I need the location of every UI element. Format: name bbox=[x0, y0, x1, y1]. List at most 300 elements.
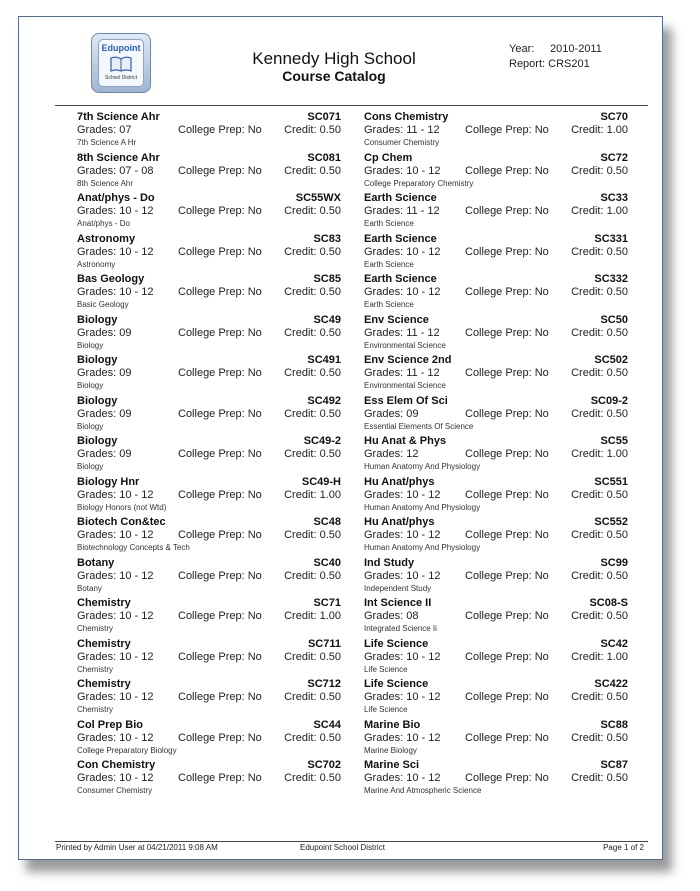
course-name: Ind Study bbox=[364, 556, 415, 569]
course-description: Life Science bbox=[364, 664, 408, 674]
credit-value: 0.50 bbox=[319, 650, 341, 663]
credit-value: 0.50 bbox=[319, 245, 341, 258]
grades-label: Grades: bbox=[364, 569, 404, 582]
course-entry bbox=[364, 273, 628, 314]
course-name: Marine Bio bbox=[364, 718, 421, 731]
course-code: SC88 bbox=[600, 718, 628, 731]
course-name: Biology bbox=[77, 394, 118, 407]
credit-value: 0.50 bbox=[606, 488, 628, 501]
course-description: Marine Biology bbox=[364, 745, 417, 755]
course-entry bbox=[77, 354, 341, 395]
course-description: Environmental Science bbox=[364, 381, 446, 390]
college-prep-value: No bbox=[534, 691, 549, 703]
credit-label: Credit: bbox=[571, 448, 604, 460]
course-code: SC83 bbox=[313, 232, 341, 245]
college-prep-value: No bbox=[534, 772, 549, 784]
header-divider bbox=[55, 105, 648, 106]
grades-label: Grades: bbox=[77, 205, 117, 217]
course-name: Hu Anat/phys bbox=[364, 516, 435, 528]
grades-value: 10 - 12 bbox=[119, 691, 154, 703]
grades-label: Grades: bbox=[364, 286, 404, 298]
course-code: SC42 bbox=[600, 637, 628, 650]
course-code: SC85 bbox=[313, 273, 341, 285]
course-code: SC551 bbox=[594, 475, 628, 488]
course-grades bbox=[364, 408, 418, 420]
college-prep-value: No bbox=[534, 164, 549, 177]
course-grades bbox=[364, 529, 440, 541]
grades-label: Grades: bbox=[77, 407, 117, 420]
course-name: Botany bbox=[77, 556, 115, 569]
course-college-prep bbox=[465, 570, 549, 582]
credit-value: 1.00 bbox=[606, 205, 628, 217]
college-prep-value: No bbox=[534, 731, 549, 744]
college-prep-value: No bbox=[247, 772, 262, 784]
college-prep-value: No bbox=[247, 488, 262, 501]
course-college-prep bbox=[465, 732, 549, 744]
course-credit bbox=[284, 651, 341, 663]
grades-label: Grades: bbox=[364, 731, 404, 744]
course-credit bbox=[571, 124, 628, 136]
course-name: Bas Geology bbox=[77, 273, 145, 285]
grades-value: 10 - 12 bbox=[119, 529, 154, 541]
course-college-prep bbox=[465, 367, 549, 379]
course-entry bbox=[77, 597, 341, 638]
course-college-prep bbox=[178, 570, 262, 582]
college-prep-label: College Prep: bbox=[178, 326, 245, 339]
course-grades bbox=[77, 772, 153, 784]
college-prep-value: No bbox=[534, 569, 549, 582]
course-name: Env Science bbox=[364, 313, 429, 326]
college-prep-label: College Prep: bbox=[465, 326, 532, 339]
college-prep-label: College Prep: bbox=[465, 650, 532, 663]
course-credit bbox=[571, 408, 628, 420]
course-name: Biology bbox=[77, 354, 118, 366]
college-prep-value: No bbox=[534, 245, 549, 258]
college-prep-value: No bbox=[534, 529, 549, 541]
college-prep-label: College Prep: bbox=[178, 245, 245, 258]
grades-label: Grades: bbox=[77, 650, 117, 663]
course-code: SC712 bbox=[307, 678, 341, 690]
course-college-prep bbox=[178, 327, 262, 339]
credit-label: Credit: bbox=[284, 124, 317, 136]
course-description: Biology bbox=[77, 381, 104, 390]
course-grades bbox=[364, 246, 440, 258]
grades-value: 10 - 12 bbox=[406, 245, 441, 258]
course-description: College Preparatory Biology bbox=[77, 745, 177, 755]
course-code: SC50 bbox=[600, 313, 628, 326]
course-credit bbox=[571, 489, 628, 501]
course-credit bbox=[571, 367, 628, 379]
college-prep-value: No bbox=[534, 610, 549, 622]
course-college-prep bbox=[178, 286, 262, 298]
course-credit bbox=[571, 610, 628, 622]
course-name: Cons Chemistry bbox=[364, 111, 449, 123]
course-grades bbox=[77, 489, 153, 501]
logo-wordmark: Edupoint bbox=[101, 43, 141, 53]
course-grades bbox=[77, 327, 131, 339]
credit-label: Credit: bbox=[284, 569, 317, 582]
grades-value: 10 - 12 bbox=[119, 731, 154, 744]
grades-label: Grades: bbox=[77, 529, 117, 541]
grades-label: Grades: bbox=[364, 124, 404, 136]
logo-subtitle: School District bbox=[105, 75, 137, 81]
course-credit bbox=[571, 651, 628, 663]
college-prep-label: College Prep: bbox=[178, 286, 245, 298]
course-code: SC491 bbox=[307, 354, 341, 366]
course-description: Essential Elements Of Science bbox=[364, 421, 474, 431]
grades-value: 10 - 12 bbox=[406, 569, 441, 582]
course-college-prep bbox=[178, 651, 262, 663]
course-entry bbox=[364, 192, 628, 233]
course-description: Chemistry bbox=[77, 664, 114, 674]
grades-value: 10 - 12 bbox=[406, 286, 441, 298]
grades-value: 09 bbox=[119, 407, 132, 420]
college-prep-value: No bbox=[534, 326, 549, 339]
course-description: Biology bbox=[77, 421, 104, 431]
credit-label: Credit: bbox=[571, 245, 604, 258]
college-prep-label: College Prep: bbox=[178, 164, 245, 177]
course-entry bbox=[77, 273, 341, 314]
credit-label: Credit: bbox=[284, 448, 317, 460]
credit-label: Credit: bbox=[571, 731, 604, 744]
course-entry bbox=[77, 435, 341, 476]
course-name: Biotech Con&tec bbox=[77, 516, 166, 528]
course-college-prep bbox=[465, 327, 549, 339]
course-description: Consumer Chemistry bbox=[364, 138, 440, 147]
course-college-prep bbox=[465, 205, 549, 217]
course-credit bbox=[284, 489, 341, 501]
course-code: SC49-2 bbox=[303, 435, 341, 447]
credit-value: 1.00 bbox=[319, 488, 341, 501]
course-grades bbox=[77, 570, 153, 582]
college-prep-label: College Prep: bbox=[465, 286, 532, 298]
credit-value: 0.50 bbox=[606, 326, 628, 339]
course-description: Biology bbox=[77, 462, 104, 471]
grades-value: 10 - 12 bbox=[406, 650, 441, 663]
course-code: SC332 bbox=[594, 273, 628, 285]
grades-label: Grades: bbox=[364, 488, 404, 501]
college-prep-label: College Prep: bbox=[178, 124, 245, 136]
college-prep-label: College Prep: bbox=[178, 772, 245, 784]
course-code: SC49 bbox=[313, 313, 341, 326]
college-prep-value: No bbox=[247, 367, 262, 379]
course-code: SC40 bbox=[313, 556, 341, 569]
college-prep-label: College Prep: bbox=[178, 407, 245, 420]
grades-value: 09 bbox=[119, 326, 132, 339]
course-description: College Preparatory Chemistry bbox=[364, 178, 474, 188]
footer-district: Edupoint School District bbox=[300, 843, 385, 852]
course-name: Chemistry bbox=[77, 597, 131, 609]
course-entry bbox=[364, 354, 628, 395]
credit-value: 0.50 bbox=[319, 691, 341, 703]
course-college-prep bbox=[178, 610, 262, 622]
college-prep-label: College Prep: bbox=[465, 407, 532, 420]
course-entry bbox=[364, 719, 628, 760]
grades-label: Grades: bbox=[364, 367, 404, 379]
course-college-prep bbox=[465, 651, 549, 663]
grades-label: Grades: bbox=[77, 731, 117, 744]
course-entry bbox=[77, 192, 341, 233]
college-prep-value: No bbox=[247, 286, 262, 298]
course-name: Hu Anat/phys bbox=[364, 475, 435, 488]
college-prep-value: No bbox=[534, 650, 549, 663]
grades-label: Grades: bbox=[364, 529, 404, 541]
course-name: Earth Science bbox=[364, 273, 437, 285]
college-prep-label: College Prep: bbox=[465, 569, 532, 582]
course-credit bbox=[284, 205, 341, 217]
course-grades bbox=[364, 205, 440, 217]
course-code: SC071 bbox=[307, 111, 341, 123]
course-code: SC422 bbox=[594, 678, 628, 690]
college-prep-value: No bbox=[247, 691, 262, 703]
college-prep-label: College Prep: bbox=[178, 205, 245, 217]
course-entry bbox=[77, 233, 341, 274]
course-grades bbox=[364, 489, 440, 501]
course-description: Human Anatomy And Physiology bbox=[364, 462, 481, 471]
course-entry bbox=[77, 638, 341, 679]
credit-label: Credit: bbox=[571, 610, 604, 622]
credit-value: 0.50 bbox=[319, 164, 341, 177]
course-credit bbox=[571, 327, 628, 339]
course-description: Biology bbox=[77, 340, 104, 350]
grades-label: Grades: bbox=[77, 691, 117, 703]
course-college-prep bbox=[178, 489, 262, 501]
credit-label: Credit: bbox=[571, 407, 604, 420]
credit-value: 0.50 bbox=[319, 124, 341, 136]
credit-label: Credit: bbox=[284, 691, 317, 703]
course-name: 8th Science Ahr bbox=[77, 151, 160, 164]
grades-value: 10 - 12 bbox=[119, 245, 154, 258]
college-prep-label: College Prep: bbox=[465, 245, 532, 258]
course-entry bbox=[364, 516, 628, 557]
college-prep-value: No bbox=[247, 124, 262, 136]
course-credit bbox=[284, 529, 341, 541]
credit-value: 1.00 bbox=[606, 650, 628, 663]
credit-value: 0.50 bbox=[606, 407, 628, 420]
course-code: SC702 bbox=[307, 759, 341, 771]
credit-label: Credit: bbox=[571, 529, 604, 541]
college-prep-value: No bbox=[534, 124, 549, 136]
college-prep-label: College Prep: bbox=[465, 205, 532, 217]
course-name: Cp Chem bbox=[364, 151, 413, 164]
grades-label: Grades: bbox=[77, 124, 117, 136]
college-prep-value: No bbox=[247, 205, 262, 217]
course-grades bbox=[364, 165, 440, 177]
college-prep-value: No bbox=[247, 610, 262, 622]
credit-label: Credit: bbox=[571, 205, 604, 217]
course-code: SC33 bbox=[600, 192, 628, 204]
credit-value: 0.50 bbox=[319, 367, 341, 379]
course-entry bbox=[364, 557, 628, 598]
course-code: SC55WX bbox=[295, 192, 341, 204]
course-entry bbox=[77, 111, 341, 152]
course-college-prep bbox=[465, 408, 549, 420]
course-code: SC55 bbox=[600, 435, 628, 447]
course-college-prep bbox=[178, 772, 262, 784]
course-credit bbox=[284, 165, 341, 177]
course-credit bbox=[571, 246, 628, 258]
course-college-prep bbox=[465, 610, 549, 622]
course-credit bbox=[571, 570, 628, 582]
college-prep-value: No bbox=[534, 367, 549, 379]
course-college-prep bbox=[465, 772, 549, 784]
grades-label: Grades: bbox=[77, 772, 117, 784]
college-prep-value: No bbox=[247, 164, 262, 177]
course-code: SC99 bbox=[600, 556, 628, 569]
course-code: SC552 bbox=[594, 516, 628, 528]
grades-value: 10 - 12 bbox=[119, 610, 154, 622]
grades-value: 09 bbox=[119, 448, 132, 460]
course-credit bbox=[284, 124, 341, 136]
credit-label: Credit: bbox=[571, 772, 604, 784]
grades-label: Grades: bbox=[77, 448, 117, 460]
grades-label: Grades: bbox=[77, 367, 117, 379]
course-grades bbox=[77, 651, 153, 663]
report-line bbox=[509, 58, 590, 70]
course-entry bbox=[364, 476, 628, 517]
course-grades bbox=[364, 286, 440, 298]
course-entry bbox=[364, 638, 628, 679]
course-college-prep bbox=[465, 246, 549, 258]
book-icon bbox=[110, 56, 132, 72]
course-college-prep bbox=[178, 165, 262, 177]
grades-value: 10 - 12 bbox=[119, 488, 154, 501]
course-entry bbox=[77, 678, 341, 719]
course-credit bbox=[284, 448, 341, 460]
course-credit bbox=[284, 327, 341, 339]
course-credit bbox=[571, 165, 628, 177]
course-credit bbox=[571, 448, 628, 460]
course-grades bbox=[364, 327, 440, 339]
course-grades bbox=[77, 286, 153, 298]
credit-value: 0.50 bbox=[606, 772, 628, 784]
credit-label: Credit: bbox=[284, 286, 317, 298]
course-college-prep bbox=[178, 732, 262, 744]
college-prep-value: No bbox=[247, 650, 262, 663]
credit-label: Credit: bbox=[571, 286, 604, 298]
course-column-left bbox=[77, 111, 341, 800]
course-college-prep bbox=[178, 408, 262, 420]
course-name: Life Science bbox=[364, 637, 429, 650]
credit-label: Credit: bbox=[571, 164, 604, 177]
course-grades bbox=[77, 529, 153, 541]
course-name: Life Science bbox=[364, 678, 429, 690]
course-code: SC70 bbox=[600, 111, 628, 123]
course-description: 8th Science Ahr bbox=[77, 178, 134, 188]
credit-value: 0.50 bbox=[606, 569, 628, 582]
grades-value: 07 - 08 bbox=[119, 164, 154, 177]
credit-value: 0.50 bbox=[319, 286, 341, 298]
college-prep-label: College Prep: bbox=[465, 691, 532, 703]
grades-label: Grades: bbox=[364, 448, 404, 460]
course-description: Anat/phys - Do bbox=[77, 219, 130, 228]
college-prep-label: College Prep: bbox=[178, 691, 245, 703]
college-prep-label: College Prep: bbox=[465, 448, 532, 460]
report-label: Report: bbox=[509, 58, 546, 70]
grades-label: Grades: bbox=[364, 205, 404, 217]
college-prep-label: College Prep: bbox=[178, 610, 245, 622]
course-description: Chemistry bbox=[77, 624, 114, 633]
credit-label: Credit: bbox=[571, 326, 604, 339]
course-entry bbox=[77, 476, 341, 517]
credit-value: 0.50 bbox=[319, 205, 341, 217]
year-label: Year: bbox=[509, 43, 535, 55]
grades-label: Grades: bbox=[77, 164, 117, 177]
grades-value: 10 - 12 bbox=[406, 731, 441, 744]
college-prep-label: College Prep: bbox=[178, 488, 245, 501]
grades-value: 10 - 12 bbox=[406, 529, 441, 541]
page-number: Page 1 of 2 bbox=[603, 843, 644, 852]
grades-label: Grades: bbox=[77, 286, 117, 298]
course-credit bbox=[571, 529, 628, 541]
course-name: Biology bbox=[77, 313, 118, 326]
course-grades bbox=[364, 610, 418, 622]
course-grades bbox=[77, 610, 153, 622]
course-credit bbox=[284, 610, 341, 622]
college-prep-label: College Prep: bbox=[178, 569, 245, 582]
college-prep-label: College Prep: bbox=[465, 367, 532, 379]
grades-value: 10 - 12 bbox=[119, 205, 154, 217]
footer-divider bbox=[55, 841, 648, 842]
course-description: Astronomy bbox=[77, 259, 116, 269]
logo-badge bbox=[98, 39, 144, 87]
course-grades bbox=[77, 205, 153, 217]
credit-label: Credit: bbox=[284, 529, 317, 541]
course-grades bbox=[364, 448, 418, 460]
course-name: Astronomy bbox=[77, 232, 136, 245]
course-description: Consumer Chemistry bbox=[77, 786, 153, 795]
credit-value: 0.50 bbox=[606, 610, 628, 622]
credit-value: 0.50 bbox=[606, 245, 628, 258]
credit-label: Credit: bbox=[571, 691, 604, 703]
course-name: Con Chemistry bbox=[77, 759, 156, 771]
grades-value: 11 - 12 bbox=[406, 326, 440, 339]
credit-label: Credit: bbox=[284, 367, 317, 379]
course-description: Earth Science bbox=[364, 259, 414, 269]
credit-value: 0.50 bbox=[606, 286, 628, 298]
grades-label: Grades: bbox=[77, 245, 117, 258]
course-grades bbox=[77, 408, 131, 420]
course-name: Biology Hnr bbox=[77, 475, 140, 488]
credit-value: 0.50 bbox=[319, 772, 341, 784]
course-grades bbox=[364, 570, 440, 582]
course-entry bbox=[364, 678, 628, 719]
course-description: Integrated Science Ii bbox=[364, 624, 437, 633]
course-credit bbox=[571, 286, 628, 298]
course-name: Int Science II bbox=[364, 597, 432, 609]
course-code: SC711 bbox=[307, 637, 341, 650]
course-grades bbox=[77, 165, 153, 177]
course-entry bbox=[77, 395, 341, 436]
course-name: Chemistry bbox=[77, 678, 131, 690]
course-description: Marine And Atmospheric Science bbox=[364, 786, 482, 795]
credit-label: Credit: bbox=[284, 772, 317, 784]
course-credit bbox=[571, 205, 628, 217]
course-description: Environmental Science bbox=[364, 340, 446, 350]
course-grades bbox=[364, 772, 440, 784]
college-prep-value: No bbox=[247, 245, 262, 258]
college-prep-label: College Prep: bbox=[178, 529, 245, 541]
college-prep-value: No bbox=[534, 448, 549, 460]
credit-label: Credit: bbox=[571, 488, 604, 501]
credit-label: Credit: bbox=[284, 164, 317, 177]
course-grades bbox=[77, 367, 131, 379]
course-description: Earth Science bbox=[364, 219, 414, 228]
credit-value: 0.50 bbox=[606, 164, 628, 177]
credit-value: 0.50 bbox=[319, 448, 341, 460]
college-prep-label: College Prep: bbox=[465, 610, 532, 622]
college-prep-value: No bbox=[534, 286, 549, 298]
